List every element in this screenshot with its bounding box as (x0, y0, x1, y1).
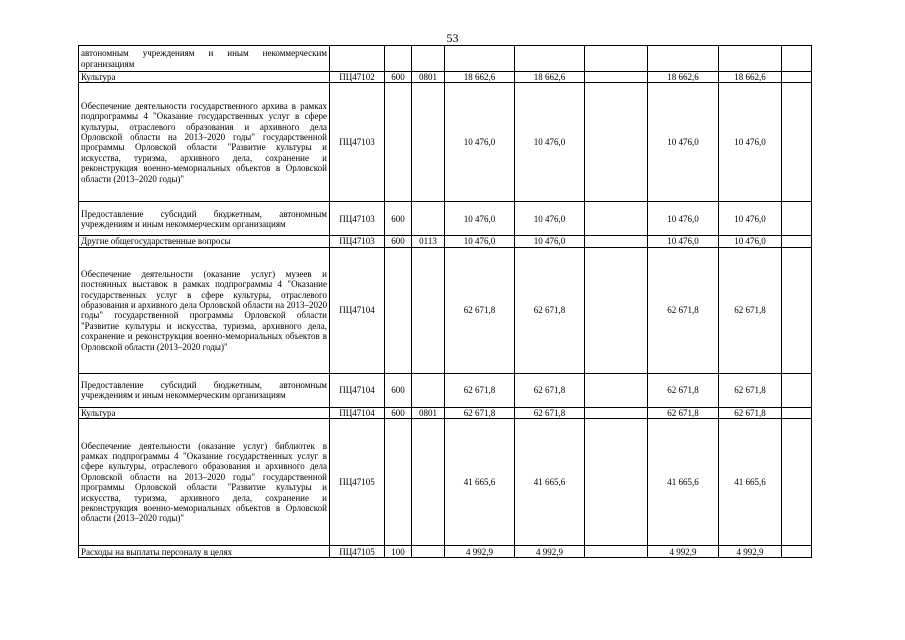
amount-cell-6 (782, 419, 812, 546)
amount-cell-4: 62 671,8 (648, 407, 719, 418)
expense-group-cell: 600 (385, 236, 412, 247)
amount-cell-3 (585, 236, 648, 247)
amount-cell-1: 41 665,6 (445, 419, 515, 546)
amount-cell-1: 10 476,0 (445, 202, 515, 236)
amount-cell-5: 18 662,6 (719, 72, 782, 83)
table-row (79, 83, 812, 202)
expense-group-cell: 100 (385, 546, 412, 558)
amount-cell-5: 10 476,0 (719, 83, 782, 202)
page-number: 53 (446, 31, 459, 45)
amount-cell-3 (585, 407, 648, 418)
row-description: Культура (79, 72, 330, 83)
amount-cell-5: 41 665,6 (719, 419, 782, 546)
amount-cell-2: 10 476,0 (515, 236, 585, 247)
target-code-cell (330, 46, 385, 72)
amount-cell-1: 62 671,8 (445, 373, 515, 407)
amount-cell-5: 4 992,9 (719, 546, 782, 558)
expense-group-cell (385, 419, 412, 546)
target-code-cell: ПЦ47104 (330, 373, 385, 407)
section-code-cell (412, 202, 445, 236)
table-row (79, 236, 812, 247)
amount-cell-1: 62 671,8 (445, 247, 515, 373)
target-code-cell: ПЦ47103 (330, 202, 385, 236)
row-description: Обеспечение деятельности государственного архива в рамках подпрограммы 4 "Оказание государственных услуг в сфере культуры, отраслевого образования и архивного дела Орловской области на 2013–2020 годы" государственной программы Орловской области "Развитие культуры и искусства, туризма, архивного дела, сохранение и реконструкция военно-мемориальных объектов в Орловской области (2013–2020 годы)" (79, 83, 330, 202)
amount-cell-4: 62 671,8 (648, 247, 719, 373)
row-description: Предоставление субсидий бюджетным, автономным учреждениям и иным некоммерческим организациям (79, 373, 330, 407)
amount-cell-4: 10 476,0 (648, 83, 719, 202)
table-row (79, 546, 812, 558)
section-code-cell (412, 546, 445, 558)
row-description: Культура (79, 407, 330, 418)
amount-cell-6 (782, 247, 812, 373)
amount-cell-2: 62 671,8 (515, 247, 585, 373)
amount-cell-4: 10 476,0 (648, 236, 719, 247)
expense-group-cell: 600 (385, 373, 412, 407)
row-description: Обеспечение деятельности (оказание услуг) библиотек в рамках подпрограммы 4 "Оказание государственных услуг в сфере культуры, отраслевого образования и архивного дела Орловской области на 2013–2020 годы" государственной программы Орловской области "Развитие культуры и искусства, туризма, архивного дела, сохранение и реконструкция военно-мемориальных объектов в Орловской области (2013–2020 годы)" (79, 419, 330, 546)
amount-cell-1: 18 662,6 (445, 72, 515, 83)
amount-cell-1: 10 476,0 (445, 236, 515, 247)
target-code-cell: ПЦ47105 (330, 419, 385, 546)
target-code-cell: ПЦ47104 (330, 407, 385, 418)
amount-cell-3 (585, 373, 648, 407)
amount-cell-3 (585, 46, 648, 72)
expense-group-cell: 600 (385, 407, 412, 418)
amount-cell-5 (719, 46, 782, 72)
amount-cell-2: 10 476,0 (515, 83, 585, 202)
amount-cell-1: 10 476,0 (445, 83, 515, 202)
amount-cell-6 (782, 83, 812, 202)
amount-cell-1: 4 992,9 (445, 546, 515, 558)
row-description: Расходы на выплаты персоналу в целях (79, 546, 330, 558)
amount-cell-2: 62 671,8 (515, 373, 585, 407)
row-description: Обеспечение деятельности (оказание услуг) музеев и постоянных выставок в рамках подпрограммы 4 "Оказание государственных услуг в сфере культуры, отраслевого образования и архивного дела Орловской области на 2013–2020 годы" государственной программы Орловской области "Развитие культуры и искусства, туризма, архивного дела, сохранение и реконструкция военно-мемориальных объектов в Орловской области (2013–2020 годы)" (79, 247, 330, 373)
amount-cell-6 (782, 546, 812, 558)
amount-cell-5: 62 671,8 (719, 373, 782, 407)
amount-cell-3 (585, 546, 648, 558)
table-row (79, 72, 812, 83)
table-row (79, 247, 812, 373)
table-row (79, 419, 812, 546)
target-code-cell: ПЦ47103 (330, 83, 385, 202)
row-description: автономным учреждениям и иным некоммерческим организациям (79, 46, 330, 72)
amount-cell-6 (782, 373, 812, 407)
amount-cell-3 (585, 419, 648, 546)
table-row (79, 407, 812, 418)
amount-cell-2: 4 992,9 (515, 546, 585, 558)
amount-cell-5: 62 671,8 (719, 407, 782, 418)
section-code-cell (412, 419, 445, 546)
expense-group-cell (385, 46, 412, 72)
amount-cell-5: 10 476,0 (719, 202, 782, 236)
table-row (79, 46, 812, 72)
table-row (79, 373, 812, 407)
section-code-cell (412, 247, 445, 373)
section-code-cell: 0113 (412, 236, 445, 247)
amount-cell-4: 10 476,0 (648, 202, 719, 236)
target-code-cell: ПЦ47102 (330, 72, 385, 83)
amount-cell-2: 41 665,6 (515, 419, 585, 546)
section-code-cell: 0801 (412, 407, 445, 418)
amount-cell-2: 10 476,0 (515, 202, 585, 236)
amount-cell-3 (585, 83, 648, 202)
target-code-cell: ПЦ47103 (330, 236, 385, 247)
section-code-cell (412, 83, 445, 202)
section-code-cell: 0801 (412, 72, 445, 83)
amount-cell-1 (445, 46, 515, 72)
amount-cell-6 (782, 236, 812, 247)
amount-cell-4 (648, 46, 719, 72)
row-description: Другие общегосударственные вопросы (79, 236, 330, 247)
expense-group-cell (385, 83, 412, 202)
amount-cell-4: 62 671,8 (648, 373, 719, 407)
amount-cell-6 (782, 72, 812, 83)
table-row (79, 202, 812, 236)
amount-cell-1: 62 671,8 (445, 407, 515, 418)
amount-cell-2: 62 671,8 (515, 407, 585, 418)
expense-group-cell: 600 (385, 72, 412, 83)
section-code-cell (412, 46, 445, 72)
budget-table (78, 45, 812, 558)
amount-cell-2 (515, 46, 585, 72)
amount-cell-4: 41 665,6 (648, 419, 719, 546)
expense-group-cell: 600 (385, 202, 412, 236)
expense-group-cell (385, 247, 412, 373)
amount-cell-6 (782, 202, 812, 236)
amount-cell-3 (585, 202, 648, 236)
amount-cell-2: 18 662,6 (515, 72, 585, 83)
amount-cell-6 (782, 407, 812, 418)
amount-cell-4: 18 662,6 (648, 72, 719, 83)
amount-cell-3 (585, 72, 648, 83)
amount-cell-4: 4 992,9 (648, 546, 719, 558)
amount-cell-3 (585, 247, 648, 373)
row-description: Предоставление субсидий бюджетным, автономным учреждениям и иным некоммерческим организациям (79, 202, 330, 236)
amount-cell-5: 10 476,0 (719, 236, 782, 247)
amount-cell-6 (782, 46, 812, 72)
target-code-cell: ПЦ47104 (330, 247, 385, 373)
target-code-cell: ПЦ47105 (330, 546, 385, 558)
section-code-cell (412, 373, 445, 407)
amount-cell-5: 62 671,8 (719, 247, 782, 373)
